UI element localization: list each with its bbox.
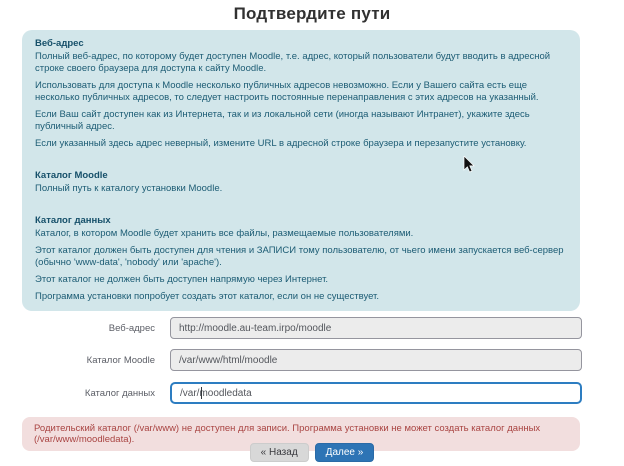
next-button[interactable]: Далее » (315, 443, 375, 462)
back-button[interactable]: « Назад (250, 443, 309, 462)
help-section-web-address (35, 38, 567, 150)
web-address-label: Веб-адрес (108, 322, 155, 334)
help-paragraph: Полный путь к каталогу установки Moodle. (35, 183, 223, 194)
help-paragraph: Программа установки попробует создать этот каталог, если он не существует. (35, 291, 379, 302)
data-directory-label: Каталог данных (84, 387, 155, 399)
help-paragraph: Если Ваш сайт доступен как из Интернета, так и из локальной сети (иногда называют Интранет), укажите здесь публичный адрес. (35, 109, 530, 132)
wizard-actions (0, 443, 624, 462)
web-address-input-wrap (170, 317, 582, 339)
help-paragraph: Использовать для доступа к Moodle несколько публичных адресов невозможно. Если у Вашего сайта есть еще несколько публичных адресов, то следует настроить постоянные перенаправления с этих адресов на указанный. (35, 80, 539, 103)
mouse-cursor (463, 156, 475, 174)
help-paragraph: Полный веб-адрес, по которому будет доступен Moodle, т.е. адрес, который пользователи будут вводить в адресной строке своего браузера для доступа к сайту Moodle. (35, 51, 551, 74)
form-row-data-directory (22, 381, 582, 405)
text-caret (201, 387, 202, 399)
help-heading-web-address: Веб-адрес (35, 38, 84, 49)
web-address-input[interactable] (170, 317, 582, 339)
help-paragraph: Этот каталог не должен быть доступен напрямую через Интернет. (35, 274, 329, 285)
error-message: Родительский каталог (/var/www) не доступен для записи. Программа установки не может создать каталог данных (/var/www/moodledata). (34, 423, 541, 445)
help-paragraph: Этот каталог должен быть доступен для чтения и ЗАПИСИ тому пользователю, от чьего имени запускается веб-сервер (обычно 'www-data', 'nobody' или 'apache'). (35, 245, 564, 268)
help-section-moodle-directory (35, 170, 567, 195)
moodle-directory-input[interactable] (170, 349, 582, 371)
help-section-data-directory (35, 215, 567, 303)
help-heading-moodle-directory: Каталог Moodle (35, 170, 108, 181)
help-heading-data-directory: Каталог данных (35, 215, 111, 226)
page-title: Подтвердите пути (233, 4, 391, 23)
help-paragraph: Если указанный здесь адрес неверный, измените URL в адресной строке браузера и перезапустите установку. (35, 138, 527, 149)
moodle-directory-label: Каталог Moodle (86, 354, 155, 366)
moodle-directory-input-wrap (170, 349, 582, 371)
form-row-web-address (22, 316, 582, 340)
data-directory-input[interactable] (170, 382, 582, 404)
form-row-moodle-directory (22, 348, 582, 372)
paths-help-panel (22, 30, 580, 311)
help-paragraph: Каталог, в котором Moodle будет хранить все файлы, размещаемые пользователями. (35, 228, 414, 239)
data-directory-input-wrap (170, 382, 582, 404)
